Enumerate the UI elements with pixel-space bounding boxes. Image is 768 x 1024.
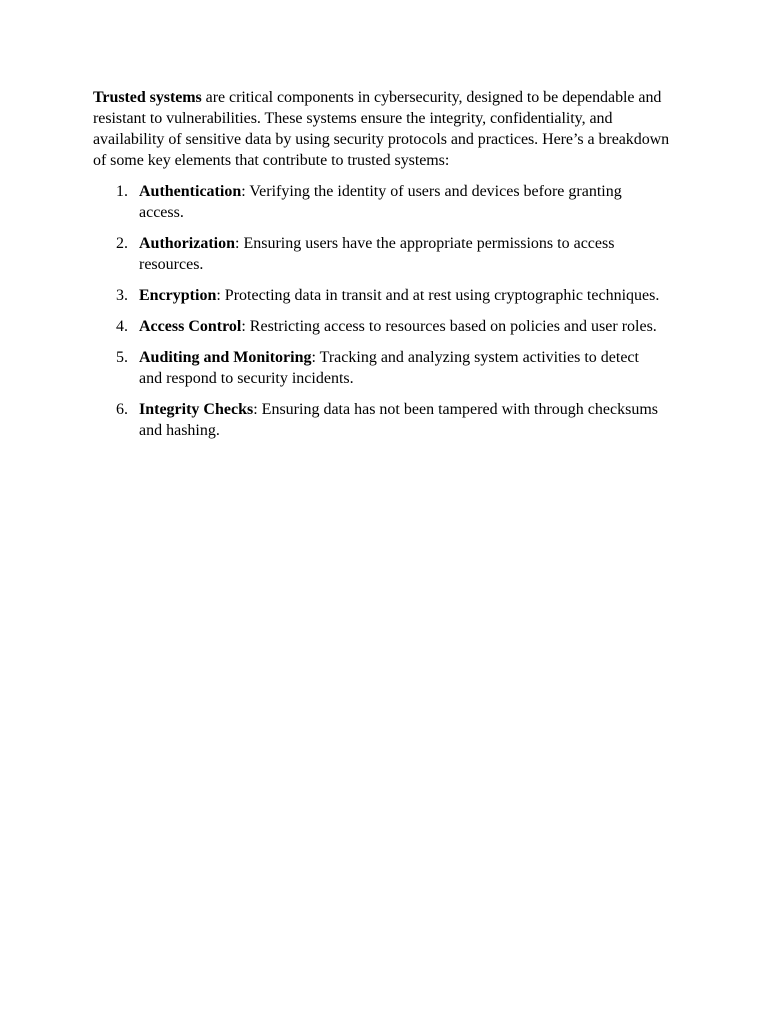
list-item-number: 1. xyxy=(116,183,128,200)
list-item-term: Integrity Checks xyxy=(139,401,254,418)
list-item-description: : Ensuring users have the appropriate permissions to access resources. xyxy=(139,235,615,273)
list-item-number: 2. xyxy=(116,235,128,252)
list-item-description: : Tracking and analyzing system activities to detect and respond to security incidents. xyxy=(139,349,639,387)
list-item-number: 5. xyxy=(116,349,128,366)
list-item-term: Encryption xyxy=(139,287,217,304)
list-item-number: 6. xyxy=(116,401,128,418)
list-item-description: : Verifying the identity of users and devices before granting access. xyxy=(139,183,622,221)
list-item xyxy=(93,181,664,223)
list-item xyxy=(93,399,664,441)
list-item-term: Access Control xyxy=(139,318,242,335)
list-item xyxy=(93,233,664,275)
intro-text: are critical components in cybersecurity, designed to be dependable and resistant to vulnerabilities. These systems ensure the integrity, confidentiality, and availability of sensitive data by using security protocols and practices. Here’s a breakdown of some key elements that contribute to trusted systems: xyxy=(93,89,670,169)
list-item-term: Auditing and Monitoring xyxy=(139,349,312,366)
list-item xyxy=(93,285,664,306)
intro-term: Trusted systems xyxy=(93,89,202,106)
list-item-term: Authentication xyxy=(139,183,242,200)
intro-paragraph xyxy=(93,87,683,171)
list-item-description: : Ensuring data has not been tampered with through checksums and hashing. xyxy=(139,401,659,439)
list-item-description: : Protecting data in transit and at rest using cryptographic techniques. xyxy=(216,287,660,304)
key-elements-list xyxy=(93,181,683,441)
list-item-number: 3. xyxy=(116,287,128,304)
list-item xyxy=(93,347,664,389)
list-item xyxy=(93,316,664,337)
list-item-number: 4. xyxy=(116,318,128,335)
list-item-description: : Restricting access to resources based on policies and user roles. xyxy=(241,318,657,335)
document-body xyxy=(93,87,683,451)
list-item-term: Authorization xyxy=(139,235,235,252)
